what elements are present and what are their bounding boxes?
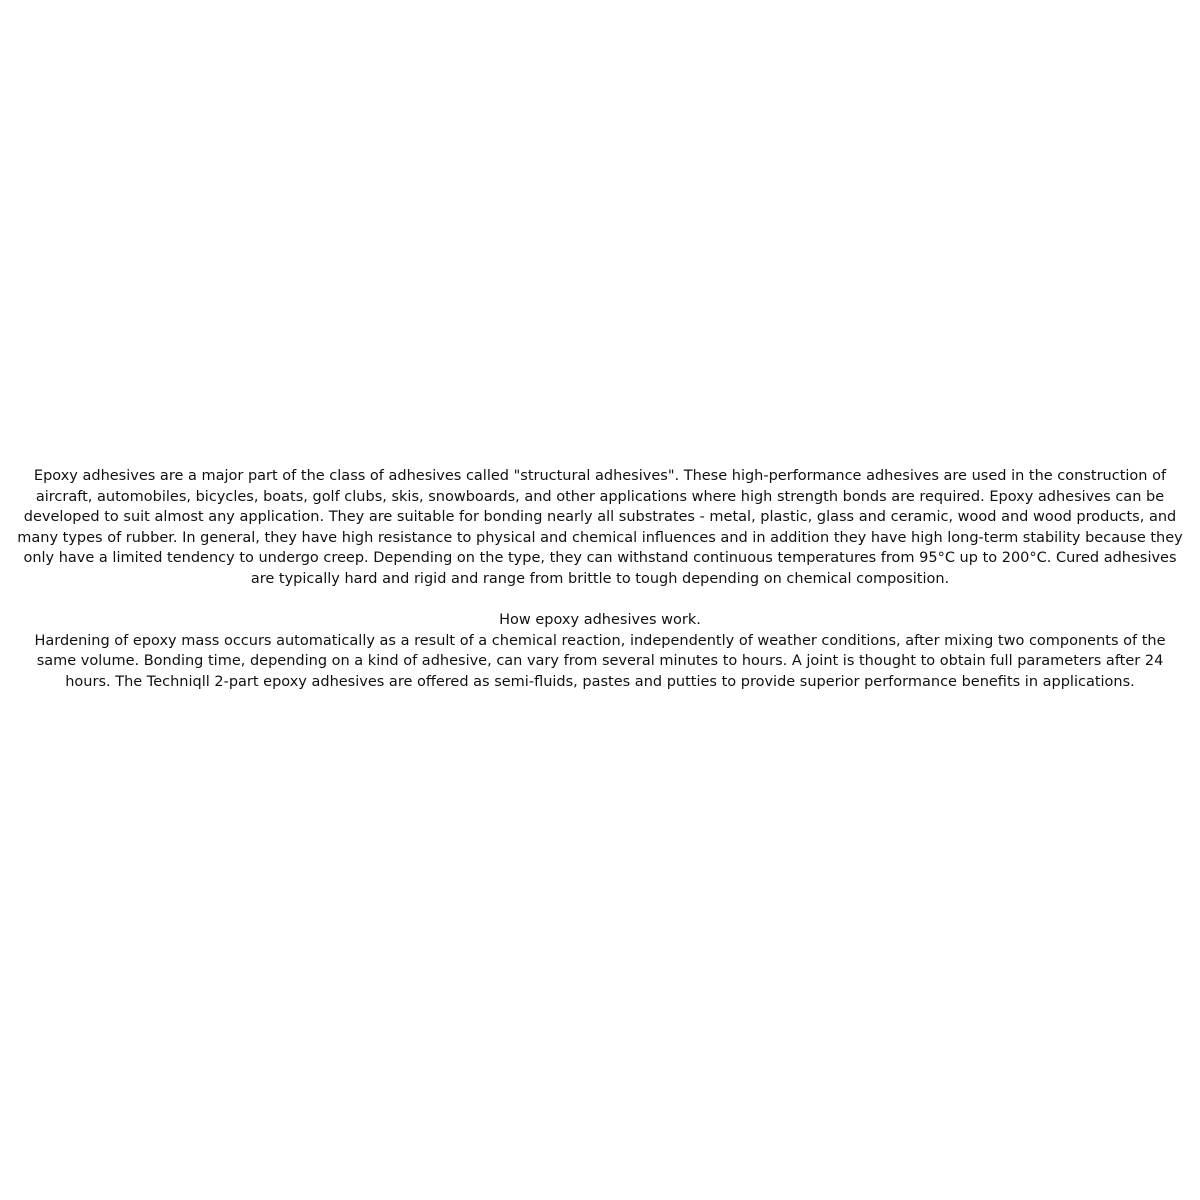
intro-paragraph: Epoxy adhesives are a major part of the class of adhesives called "structural adhesives". These high-performance adhesives are used in the construction of aircraft, automobiles, bicycles, boats, golf clubs, skis, snowboards, and other applications where high strength bonds are required. Epoxy adhesives can be developed to suit almost any application. They are suitable for bonding nearly all substrates - metal, plastic, glass and ceramic, wood and wood products, and many types of rubber. In general, they have high resistance to physical and chemical influences and in addition they have high long-term stability because they only have a limited tendency to undergo creep. Depending on the type, they can withstand continuous temperatures from 95°C up to 200°C. Cured adhesives are typically hard and rigid and range from brittle to tough depending on chemical composition.	[17, 468, 1183, 587]
product-description	[16, 466, 1184, 693]
section-heading: How epoxy adhesives work.	[499, 612, 701, 629]
section-paragraph: Hardening of epoxy mass occurs automatically as a result of a chemical reaction, independently of weather conditions, after mixing two components of the same volume. Bonding time, depending on a kind of adhesive, can vary from several minutes to hours. A joint is thought to obtain full parameters after 24 hours. The Techniqll 2-part epoxy adhesives are offered as semi-fluids, pastes and putties to provide superior performance benefits in applications.	[34, 632, 1166, 690]
paragraph-spacer	[16, 590, 1184, 611]
